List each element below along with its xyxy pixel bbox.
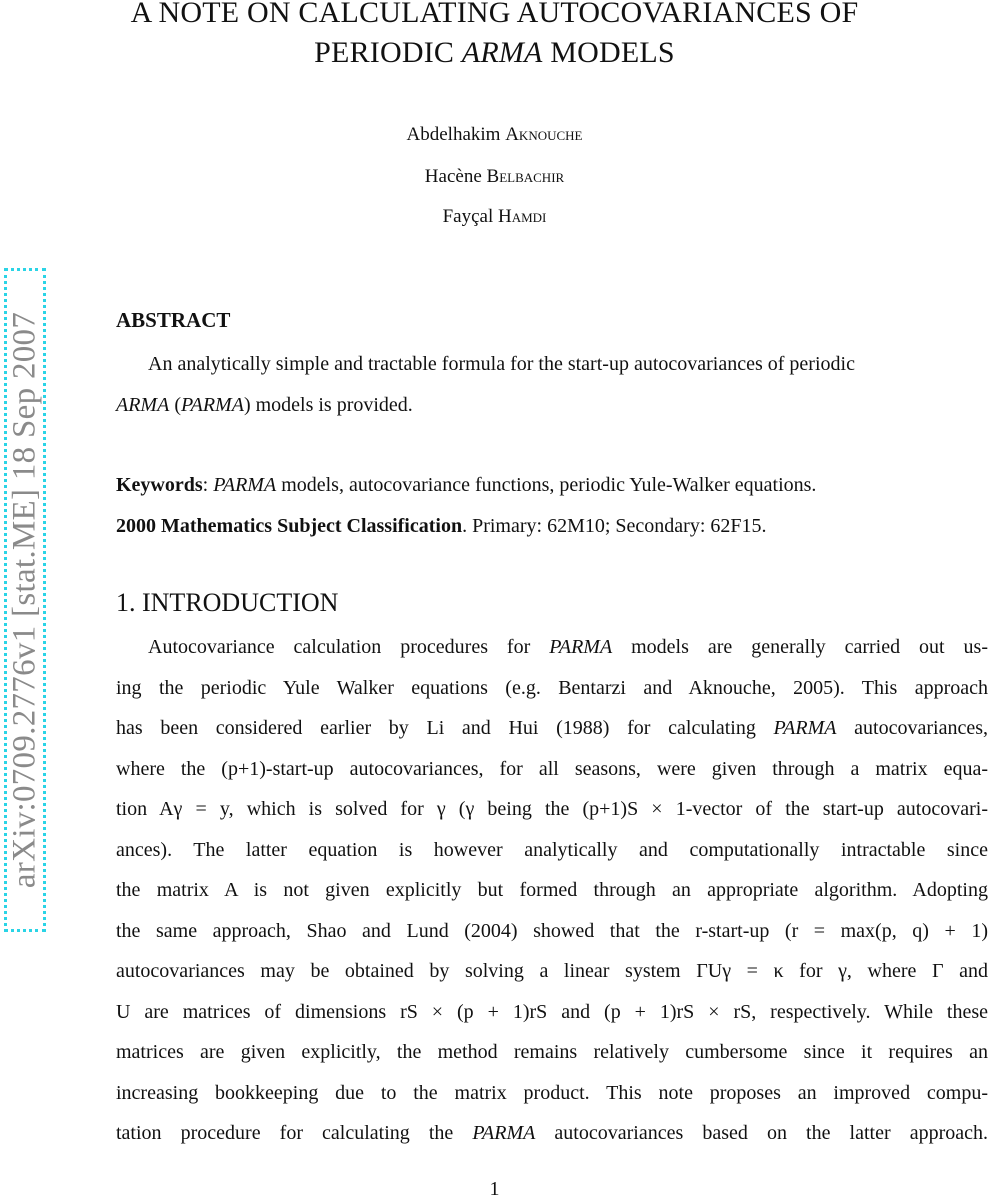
- title-line-2-suffix: MODELS: [542, 36, 675, 69]
- author-2: [0, 166, 989, 188]
- author-given-name: Hacène: [424, 166, 487, 187]
- introduction-line: [116, 627, 988, 668]
- line-text: tation procedure for calculating the: [116, 1122, 473, 1144]
- italic-term: PARMA: [549, 636, 613, 658]
- line-text: tion Aγ = y, which is solved for γ (γ being the (p+1)S × 1-vector of the start-up autocovari-: [116, 798, 988, 820]
- abstract-body: [116, 344, 989, 425]
- line-text: ing the periodic Yule Walker equations (e.g. Bentarzi and Aknouche, 2005). This approach: [116, 676, 988, 699]
- line-text: autocovariances based on the latter approach.: [535, 1122, 988, 1144]
- introduction-line: [116, 749, 988, 790]
- keywords-block: [116, 465, 989, 546]
- author-1: [0, 124, 989, 146]
- line-text: U are matrices of dimensions rS × (p + 1)rS and (p + 1)rS × rS, respectively. While these: [116, 1000, 988, 1023]
- author-given-name: Abdelhakim: [406, 124, 506, 145]
- abstract-line: [116, 385, 989, 426]
- line-text: the matrix A is not given explicitly but formed through an appropriate algorithm. Adopting: [116, 879, 988, 901]
- title-line-1: A NOTE ON CALCULATING AUTOCOVARIANCES OF: [130, 0, 859, 29]
- line-text: the same approach, Shao and Lund (2004) showed that the r-start-up (r = max(p, q) + 1): [116, 919, 988, 942]
- abstract-text: ) models is provided.: [243, 393, 413, 416]
- title-line-2-italic: ARMA: [461, 36, 543, 69]
- introduction-line: [116, 1113, 988, 1154]
- author-surname: Belbachir: [486, 166, 565, 187]
- msc-text: . Primary: 62M10; Secondary: 62F15.: [462, 514, 767, 537]
- italic-term: PARMA: [773, 717, 837, 739]
- introduction-body: [116, 627, 988, 1154]
- introduction-line: [116, 870, 988, 911]
- introduction-line: [116, 951, 988, 992]
- abstract-italic-term: PARMA: [180, 393, 244, 416]
- page-number: 1: [489, 1178, 500, 1200]
- line-text: Autocovariance calculation procedures for: [148, 636, 550, 658]
- author-given-name: Fayçal: [442, 206, 498, 227]
- author-surname: Hamdi: [498, 206, 547, 227]
- line-text: autocovariances may be obtained by solving a linear system ΓUγ = κ for γ, where Γ and: [116, 960, 988, 982]
- msc-label: 2000 Mathematics Subject Classification: [116, 514, 463, 537]
- keywords-sep: :: [202, 474, 214, 496]
- abstract-italic-term: ARMA: [116, 393, 170, 416]
- abstract-text: (: [169, 393, 181, 416]
- introduction-line: [116, 911, 988, 952]
- introduction-line: [116, 1073, 988, 1114]
- introduction-line: [116, 830, 988, 871]
- line-text: where the (p+1)-start-up autocovariances, for all seasons, were given through a matrix equa-: [116, 757, 988, 780]
- line-text: ances). The latter equation is however analytically and computationally intractable since: [116, 838, 988, 861]
- introduction-line: [116, 789, 988, 830]
- line-text: has been considered earlier by Li and Hui (1988) for calculating: [116, 717, 774, 739]
- keywords-italic-term: PARMA: [213, 474, 277, 496]
- arxiv-stamp[interactable]: [4, 268, 46, 932]
- line-text: matrices are given explicitly, the method remains relatively cumbersome since it requires an: [116, 1041, 988, 1063]
- section-heading: 1. INTRODUCTION: [116, 588, 339, 617]
- introduction-line: [116, 1032, 988, 1073]
- italic-term: PARMA: [472, 1122, 536, 1144]
- keywords-label: Keywords: [116, 474, 203, 496]
- author-3: [0, 206, 989, 228]
- line-text: autocovariances,: [836, 717, 988, 739]
- abstract-heading: ABSTRACT: [116, 308, 231, 332]
- msc-line: [116, 506, 989, 547]
- introduction-line: [116, 668, 988, 709]
- introduction-line: [116, 992, 988, 1033]
- author-surname: Aknouche: [505, 124, 583, 145]
- arxiv-identifier: arXiv:0709.2776v1 [stat.ME] 18 Sep 2007: [6, 311, 43, 889]
- introduction-line: [116, 708, 988, 749]
- abstract-line: An analytically simple and tractable formula for the start-up autocovariances of periodic: [148, 353, 855, 375]
- keywords-text: models, autocovariance functions, periodic Yule-Walker equations.: [276, 474, 817, 496]
- line-text: increasing bookkeeping due to the matrix product. This note proposes an improved compu-: [116, 1081, 988, 1104]
- title-line-2: [0, 34, 989, 72]
- keywords-line: [116, 465, 989, 506]
- title-line-2-prefix: PERIODIC: [314, 36, 462, 69]
- line-text: models are generally carried out us-: [612, 636, 988, 658]
